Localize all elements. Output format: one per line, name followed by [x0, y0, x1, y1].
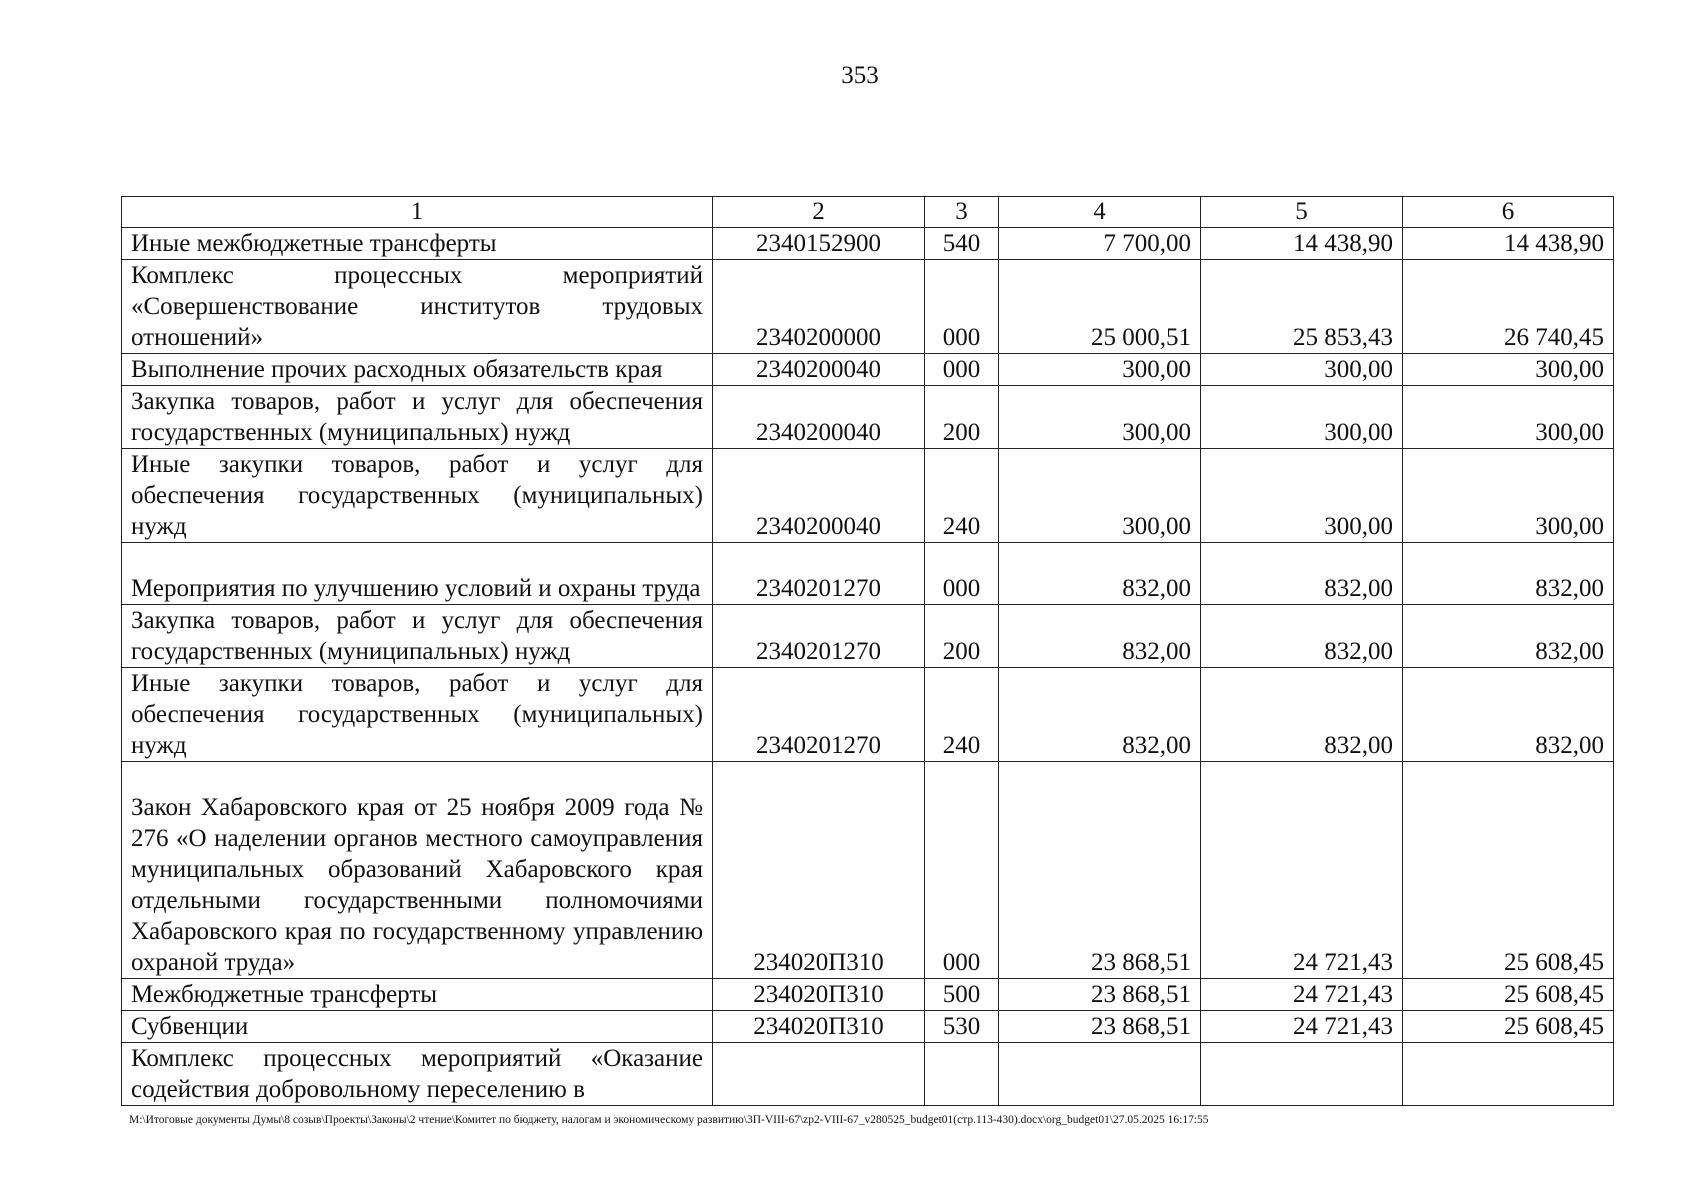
page-number: 353 — [841, 62, 879, 89]
row-type: 000 — [925, 260, 999, 354]
row-code — [713, 1043, 925, 1106]
table-row — [122, 668, 1614, 762]
row-code: 2340200000 — [713, 260, 925, 354]
row-name: Комплекс процессных мероприятий «Совершенствование институтов трудовых отношений» — [122, 260, 713, 354]
row-type — [925, 1043, 999, 1106]
row-value-5: 832,00 — [1201, 668, 1403, 762]
row-type: 000 — [925, 543, 999, 605]
row-type: 500 — [925, 979, 999, 1011]
table-row — [122, 449, 1614, 543]
row-value-5: 24 721,43 — [1201, 1011, 1403, 1043]
row-value-5 — [1201, 1043, 1403, 1106]
row-value-5: 300,00 — [1201, 386, 1403, 449]
table-row — [122, 228, 1614, 260]
row-value-6: 832,00 — [1403, 543, 1614, 605]
column-header-3: 3 — [925, 197, 999, 228]
table-row — [122, 386, 1614, 449]
table-row — [122, 354, 1614, 386]
row-value-4: 300,00 — [999, 386, 1201, 449]
row-value-4: 7 700,00 — [999, 228, 1201, 260]
row-type: 200 — [925, 605, 999, 668]
row-value-4 — [999, 1043, 1201, 1106]
row-code: 234020П310 — [713, 1011, 925, 1043]
table-row — [122, 979, 1614, 1011]
column-header-5: 5 — [1201, 197, 1403, 228]
row-value-6 — [1403, 1043, 1614, 1106]
row-name: Иные закупки товаров, работ и услуг для обеспечения государственных (муниципальных) нужд — [122, 668, 713, 762]
row-value-5: 300,00 — [1201, 354, 1403, 386]
table-row — [122, 543, 1614, 605]
row-name: Комплекс процессных мероприятий «Оказание содействия добровольному переселению в — [122, 1043, 713, 1106]
row-type: 000 — [925, 762, 999, 979]
row-value-6: 300,00 — [1403, 449, 1614, 543]
table-row — [122, 605, 1614, 668]
row-name: Субвенции — [122, 1011, 713, 1043]
row-value-5: 832,00 — [1201, 605, 1403, 668]
row-name: Межбюджетные трансферты — [122, 979, 713, 1011]
row-value-6: 832,00 — [1403, 605, 1614, 668]
column-header-6: 6 — [1403, 197, 1614, 228]
row-type: 240 — [925, 668, 999, 762]
row-value-5: 24 721,43 — [1201, 762, 1403, 979]
row-type: 530 — [925, 1011, 999, 1043]
row-value-6: 14 438,90 — [1403, 228, 1614, 260]
row-name: Выполнение прочих расходных обязательств края — [122, 354, 713, 386]
row-code: 2340152900 — [713, 228, 925, 260]
row-type: 000 — [925, 354, 999, 386]
row-code: 2340201270 — [713, 605, 925, 668]
row-type: 240 — [925, 449, 999, 543]
row-name: Мероприятия по улучшению условий и охраны труда — [122, 543, 713, 605]
table-row — [122, 762, 1614, 979]
row-value-4: 300,00 — [999, 449, 1201, 543]
row-value-4: 23 868,51 — [999, 762, 1201, 979]
row-value-4: 23 868,51 — [999, 979, 1201, 1011]
column-header-1: 1 — [122, 197, 713, 228]
row-code: 2340200040 — [713, 386, 925, 449]
row-code: 2340200040 — [713, 354, 925, 386]
column-header-4: 4 — [999, 197, 1201, 228]
row-code: 2340201270 — [713, 543, 925, 605]
row-name: Закупка товаров, работ и услуг для обеспечения государственных (муниципальных) нужд — [122, 605, 713, 668]
row-value-5: 14 438,90 — [1201, 228, 1403, 260]
row-value-6: 300,00 — [1403, 354, 1614, 386]
row-value-6: 832,00 — [1403, 668, 1614, 762]
row-name: Закон Хабаровского края от 25 ноября 2009 года № 276 «О наделении органов местного самоуправления муниципальных образований Хабаровского края отдельными государственными полномочиями Хабаровского края по государственному управлению охраной труда» — [122, 762, 713, 979]
row-value-6: 26 740,45 — [1403, 260, 1614, 354]
table-row — [122, 1011, 1614, 1043]
table-header-row — [122, 197, 1614, 228]
row-type: 200 — [925, 386, 999, 449]
row-code: 234020П310 — [713, 979, 925, 1011]
row-value-5: 300,00 — [1201, 449, 1403, 543]
row-value-4: 832,00 — [999, 605, 1201, 668]
row-value-4: 832,00 — [999, 668, 1201, 762]
column-header-2: 2 — [713, 197, 925, 228]
row-value-4: 832,00 — [999, 543, 1201, 605]
row-value-4: 25 000,51 — [999, 260, 1201, 354]
row-type: 540 — [925, 228, 999, 260]
row-value-5: 24 721,43 — [1201, 979, 1403, 1011]
row-value-5: 832,00 — [1201, 543, 1403, 605]
row-code: 2340201270 — [713, 668, 925, 762]
table-row — [122, 1043, 1614, 1106]
budget-table — [121, 196, 1614, 1106]
row-value-4: 23 868,51 — [999, 1011, 1201, 1043]
row-value-6: 25 608,45 — [1403, 1011, 1614, 1043]
row-name: Закупка товаров, работ и услуг для обеспечения государственных (муниципальных) нужд — [122, 386, 713, 449]
row-code: 234020П310 — [713, 762, 925, 979]
row-name: Иные межбюджетные трансферты — [122, 228, 713, 260]
row-value-4: 300,00 — [999, 354, 1201, 386]
row-value-6: 25 608,45 — [1403, 762, 1614, 979]
document-file-path: М:\Итоговые документы Думы\8 созыв\Проекты\Законы\2 чтение\Комитет по бюджету, налогам и экономическому развитию\3П-VIII-67\zp2-VIII-67_v280525_budget01(стр.113-430).docx\org_budget01\27.05.2025 16:17:55 — [129, 1114, 1209, 1126]
row-code: 2340200040 — [713, 449, 925, 543]
row-value-6: 300,00 — [1403, 386, 1614, 449]
row-value-5: 25 853,43 — [1201, 260, 1403, 354]
row-name: Иные закупки товаров, работ и услуг для обеспечения государственных (муниципальных) нужд — [122, 449, 713, 543]
row-value-6: 25 608,45 — [1403, 979, 1614, 1011]
table-row — [122, 260, 1614, 354]
